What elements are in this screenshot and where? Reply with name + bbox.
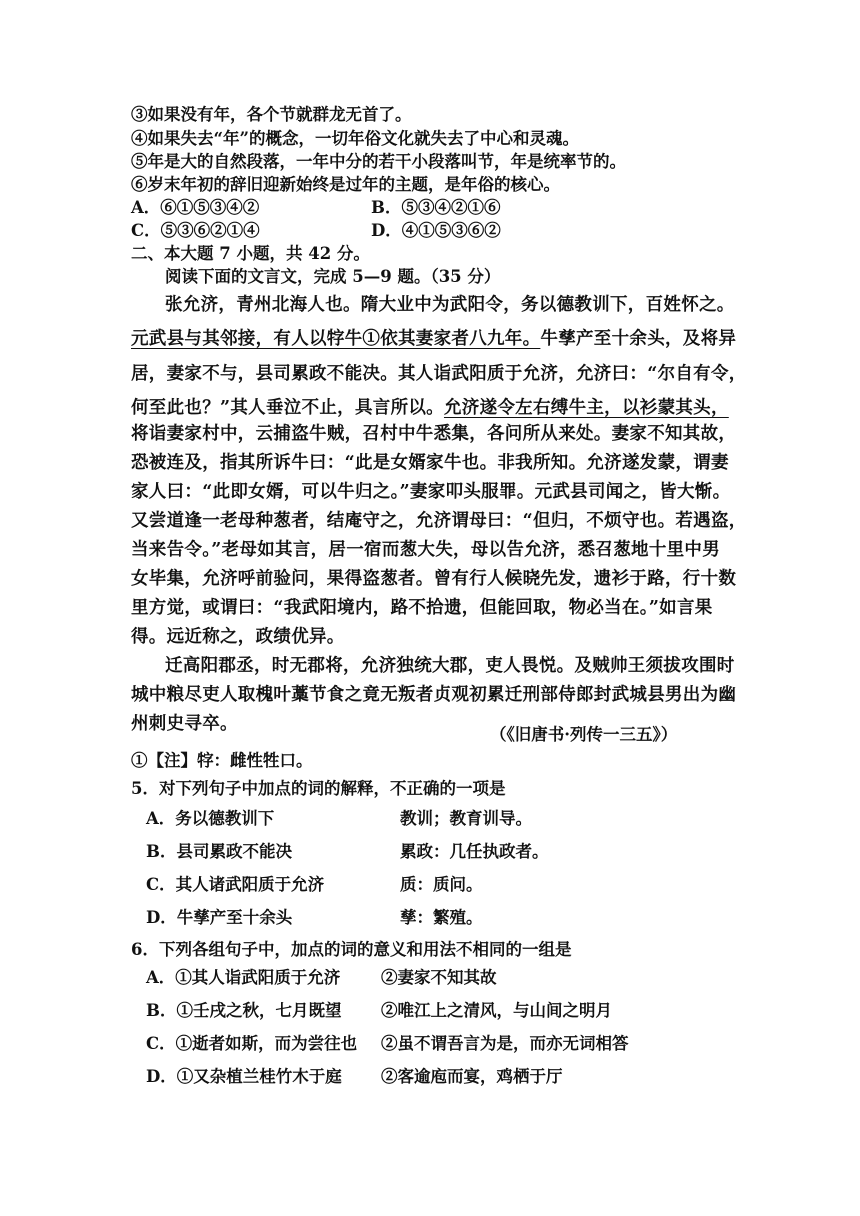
q6-option-c-2: ②虽不谓吾言为是，而亦无词相答 [381, 1034, 629, 1053]
passage-line: 州刺史寻卒。 [131, 714, 238, 734]
reading-instruction: 阅读下面的文言文，完成 5—9 题。（35 分） [165, 267, 501, 286]
passage-line: 何至此也？”其人垂泣不止，具言所以。允济遂令左右缚牛主，以衫蒙其头， [131, 398, 729, 418]
statement-6: ⑥岁末年初的辞旧迎新始终是过年的主题，是年俗的核心。 [131, 175, 560, 194]
passage-line: 将诣妻家村中，云捕盗牛贼，召村中牛悉集，各问所从来处。妻家不知其故， [131, 424, 737, 444]
q4-option-c: C．⑤③⑥②①④ [131, 221, 260, 240]
section-heading: 二、本大题 7 小题，共 42 分。 [131, 244, 370, 263]
passage-line: 里方觉，或谓曰：“我武阳境内，路不拾遗，但能回取，物必当在。”如言果 [131, 598, 713, 618]
q6-option-a-1: A．①其人诣武阳质于允济 [146, 968, 341, 987]
statement-3: ③如果没有年，各个节就群龙无首了。 [131, 105, 412, 124]
q6-option-b-1: B．①壬戌之秋，七月既望 [146, 1001, 342, 1020]
statement-4: ④如果失去“年”的概念，一切年俗文化就失去了中心和灵魂。 [131, 129, 579, 148]
q5-option-b-explanation: 累政：几任执政者。 [400, 842, 549, 861]
passage-source: （《旧唐书·列传一三五》） [490, 725, 678, 744]
passage-line: 居，妻家不与，县司累政不能决。其人诣武阳质于允济，允济曰：“尔自有令， [131, 364, 747, 384]
q5-option-a-explanation: 教训；教育训导。 [400, 809, 532, 828]
underlined-sentence: 元武县与其邻接，有人以牸牛①依其妻家者八九年。 [131, 329, 541, 349]
q5-option-a: A．务以德教训下 [146, 809, 275, 828]
q6-option-d-2: ②客逾庖而宴，鸡栖于厅 [381, 1067, 563, 1086]
footnote: ①【注】牸：雌性牲口。 [131, 751, 313, 770]
question-6-stem: 6．下列各组句子中，加点的词的意义和用法不相同的一组是 [131, 940, 572, 959]
q5-option-c-explanation: 质：质问。 [400, 875, 483, 894]
passage-line: 家人曰：“此即女婿，可以牛归之。”妻家叩头服罪。元武县司闻之，皆大惭。 [131, 482, 731, 502]
q6-option-c-1: C．①逝者如斯，而为尝往也 [146, 1034, 358, 1053]
q6-option-d-1: D．①又杂植兰桂竹木于庭 [146, 1067, 342, 1086]
underlined-sentence: 允济遂令左右缚牛主，以衫蒙其头， [443, 398, 729, 418]
passage-line: 城中粮尽吏人取槐叶藁节食之竟无叛者贞观初累迁刑部侍郎封武城县男出为幽 [131, 685, 737, 705]
passage-line: 得。远近称之，政绩优异。 [131, 627, 345, 647]
q5-option-c: C．其人诸武阳质于允济 [146, 875, 325, 894]
q4-option-a: A．⑥①⑤③④② [131, 198, 260, 217]
q6-option-b-2: ②唯江上之清风，与山间之明月 [381, 1001, 612, 1020]
passage-line: 元武县与其邻接，有人以牸牛①依其妻家者八九年。牛孳产至十余头，及将异 [131, 329, 737, 349]
q5-option-d-explanation: 孳：繁殖。 [400, 908, 483, 927]
passage-line: 女毕集，允济呼前验问，果得盗葱者。曾有行人候晓先发，遗衫于路，行十数 [131, 569, 737, 589]
passage-line: 当来告令。”老母如其言，居一宿而葱大失，母以告允济，悉召葱地十里中男 [131, 540, 721, 560]
passage-line: 恐被连及，指其所诉牛曰：“此是女婿家牛也。非我所知。允济遂发蒙，谓妻 [131, 453, 729, 473]
q4-option-d: D．④①⑤③⑥② [371, 221, 501, 240]
q5-option-b: B．县司累政不能决 [146, 842, 292, 861]
question-5-stem: 5．对下列句子中加点的词的解释，不正确的一项是 [131, 779, 506, 798]
passage-line: 又尝道逢一老母种葱者，结庵守之，允济谓母曰：“但归，不烦守也。若遇盗， [131, 511, 747, 531]
passage-line: 迁高阳郡丞，时无郡将，允济独统大郡，吏人畏悦。及贼帅王须拔攻围时 [165, 656, 735, 676]
q6-option-a-2: ②妻家不知其故 [381, 968, 497, 987]
q5-option-d: D．牛孳产至十余头 [146, 908, 293, 927]
statement-5: ⑤年是大的自然段落，一年中分的若干小段落叫节，年是统率节的。 [131, 152, 626, 171]
q4-option-b: B．⑤③④②①⑥ [371, 198, 501, 217]
passage-line: 张允济，青州北海人也。隋大业中为武阳令，务以德教训下，百姓怀之。 [165, 295, 735, 315]
